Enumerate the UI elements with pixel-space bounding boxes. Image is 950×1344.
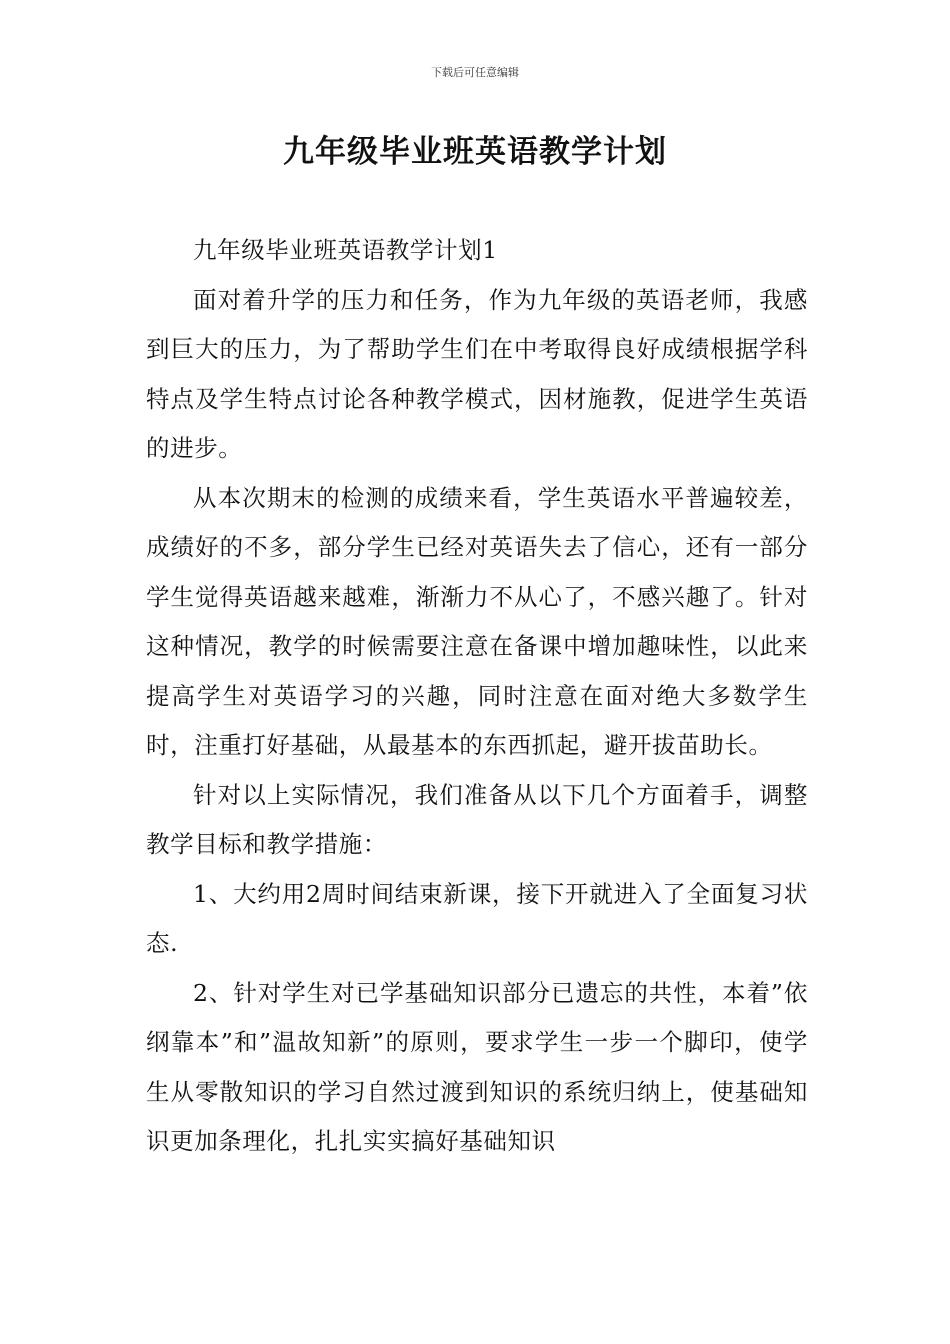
document-body xyxy=(146,226,808,1167)
paragraph-measures: 针对以上实际情况，我们准备从以下几个方面着手，调整教学目标和教学措施： xyxy=(146,780,808,858)
list-item-1: 1、大约用2周时间结束新课，接下开就进入了全面复习状态. xyxy=(146,879,808,957)
document-title: 九年级毕业班英语教学计划 xyxy=(283,134,667,170)
paragraph-intro: 面对着升学的压力和任务，作为九年级的英语老师，我感到巨大的压力，为了帮助学生们在中考取得良好成绩根据学科特点及学生特点讨论各种教学模式，因材施教，促进学生英语的进步。 xyxy=(146,285,808,462)
header-note: 下载后可任意编辑 xyxy=(431,66,519,79)
section-heading: 九年级毕业班英语教学计划1 xyxy=(193,236,498,264)
paragraph-analysis: 从本次期末的检测的成绩来看，学生英语水平普遍较差，成绩好的不多，部分学生已经对英语失去了信心，还有一部分学生觉得英语越来越难，渐渐力不从心了，不感兴趣了。针对这种情况，教学的时候需要注意在备课中增加趣味性，以此来提高学生对英语学习的兴趣，同时注意在面对绝大多数学生时，注重打好基础，从最基本的东西抓起，避开拔苗助长。 xyxy=(146,483,808,759)
list-item-2: 2、针对学生对已学基础知识部分已遗忘的共性，本着”依纲靠本”和”温故知新”的原则，要求学生一步一个脚印，使学生从零散知识的学习自然过渡到知识的系统归纳上，使基础知识更加条理化，扎扎实实搞好基础知识 xyxy=(146,978,808,1155)
